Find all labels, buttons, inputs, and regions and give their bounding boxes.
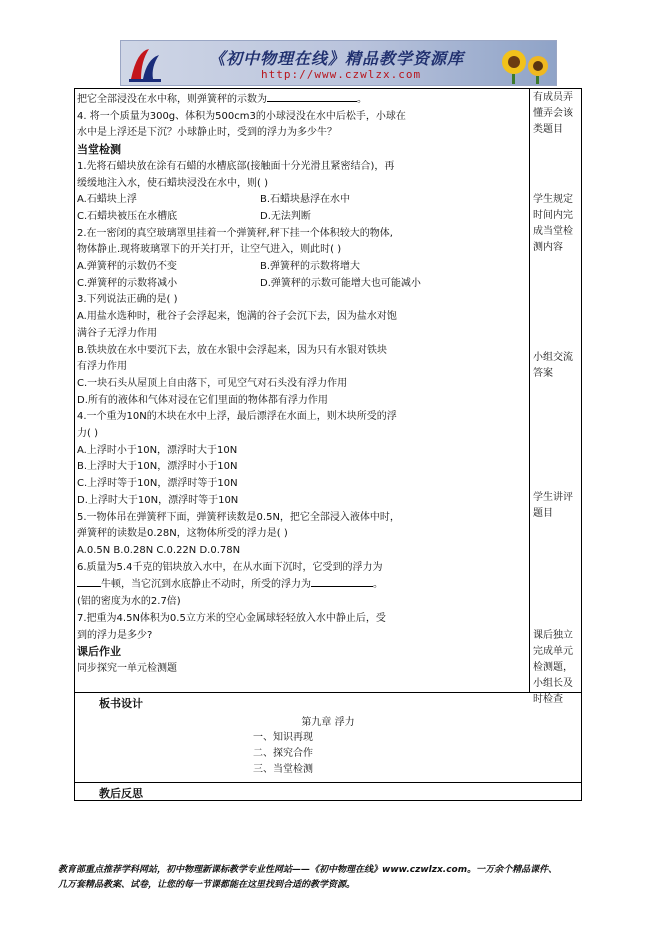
banner-url[interactable]: http://www.czwlzx.com <box>261 68 422 81</box>
choice-options <box>77 259 525 276</box>
line-suffix: 。 <box>373 579 383 591</box>
text-line <box>77 359 525 376</box>
board-design-title: 板书设计 <box>99 697 143 710</box>
line-text: D.上浮时大于10N，漂浮时等于10N <box>77 494 239 506</box>
text-line <box>77 611 525 628</box>
line-text: 当堂检测 <box>77 143 121 157</box>
choice-option: B.弹簧秤的示数将增大 <box>260 261 361 273</box>
text-line <box>77 226 525 243</box>
footer-line: 几万套精品教案、试卷，让您的每一节课都能在这里找到合适的教学资源。 <box>58 880 356 890</box>
choice-options <box>77 209 525 226</box>
line-text: 弹簧秤的读数是0.28N，这物体所受的浮力是( ) <box>77 528 288 540</box>
text-line <box>77 510 525 527</box>
text-line <box>77 91 525 109</box>
line-text: C.上浮时等于10N，漂浮时等于10N <box>77 478 238 490</box>
footer-line: 教育部重点推荐学科网站，初中物理新课标教学专业性网站——《初中物理在线》www.czwlzx.com。一万余个精品课件、 <box>58 865 558 875</box>
line-text: 物体静止.现将玻璃罩下的开关打开，让空气进入，则此时( ) <box>77 244 342 256</box>
text-line <box>77 493 525 510</box>
site-banner <box>120 40 557 86</box>
side-note-text: 课后独立完成单元检测题，小组长及时检查 <box>533 630 573 705</box>
choice-options <box>77 192 525 209</box>
line-text: 力( ) <box>77 428 98 440</box>
page-footer <box>58 863 618 893</box>
text-line <box>77 125 525 142</box>
line-text: 有浮力作用 <box>77 361 127 373</box>
choice-option: C.弹簧秤的示数将减小 <box>77 277 178 289</box>
answer-blank <box>267 91 357 102</box>
text-line <box>77 242 525 259</box>
side-note <box>533 192 579 256</box>
text-line <box>77 426 525 443</box>
text-line <box>77 109 525 126</box>
text-line <box>77 526 525 543</box>
line-text: 水中是上浮还是下沉？小球静止时，受到的浮力为多少牛？ <box>77 127 337 139</box>
text-line <box>77 576 525 594</box>
side-note-text: 学生讲评题目 <box>533 492 573 519</box>
line-text: D.所有的液体和气体对浸在它们里面的物体都有浮力作用 <box>77 394 328 406</box>
text-line <box>77 176 525 193</box>
text-line <box>77 376 525 393</box>
board-outline <box>253 730 313 778</box>
row-divider <box>75 782 581 783</box>
text-line <box>77 309 525 326</box>
line-suffix: 。 <box>357 94 367 105</box>
side-note <box>533 90 579 138</box>
column-divider <box>529 89 530 692</box>
board-item: 一、知识再现 <box>253 732 313 743</box>
line-text: 6.质量为5.4千克的铝块放入水中，在从水面下沉时，它受到的浮力为 <box>77 561 383 573</box>
answer-blank <box>77 576 101 587</box>
board-chapter-title: 第九章 浮力 <box>301 717 355 728</box>
line-text: B.上浮时大于10N，漂浮时小于10N <box>77 461 238 473</box>
line-text: 缓缓地注入水，使石蜡块浸没在水中，则( ) <box>77 177 268 189</box>
text-line <box>77 543 525 560</box>
choice-options <box>77 276 525 293</box>
line-text: C.一块石头从屋顶上自由落下，可见空气对石头没有浮力作用 <box>77 377 348 389</box>
board-item: 三、当堂检测 <box>253 764 313 775</box>
text-line <box>77 343 525 360</box>
lesson-main-column <box>77 91 525 678</box>
line-text: 把它全部浸没在水中称，则弹簧秤的示数为 <box>77 94 267 105</box>
choice-option: D.弹簧秤的示数可能增大也可能减小 <box>260 277 421 289</box>
side-note-text: 有成员弄懂弄会该类题目 <box>533 92 573 135</box>
line-text: 牛顿，当它沉到水底静止不动时，所受的浮力为 <box>101 579 311 591</box>
line-text: 7.把重为4.5N体积为0.5立方米的空心金属球轻轻放入水中静止后，受 <box>77 612 386 624</box>
line-text: 2.在一密闭的真空玻璃罩里挂着一个弹簧秤,秤下挂一个体积较大的物体, <box>77 227 393 239</box>
reflection-title: 教后反思 <box>99 787 143 800</box>
choice-option: B.石蜡块悬浮在水中 <box>260 194 351 206</box>
line-text: B.铁块放在水中要沉下去，放在水银中会浮起来，因为只有水银对铁块 <box>77 344 388 356</box>
side-note-text: 学生规定时间内完成当堂检测内容 <box>533 194 573 253</box>
text-line <box>77 326 525 343</box>
line-text: 1.先将石蜡块放在涂有石蜡的水槽底部(接触面十分光滑且紧密结合)，再 <box>77 160 395 172</box>
text-line <box>77 560 525 577</box>
side-note <box>533 350 579 382</box>
section-heading <box>77 142 525 159</box>
text-line <box>77 628 525 645</box>
text-line <box>77 159 525 176</box>
line-text: 4. 将一个质量为300g、体积为500cm3的小球浸没在水中后松手，小球在 <box>77 110 406 122</box>
side-note <box>533 490 579 522</box>
text-line <box>77 393 525 410</box>
line-text: (铝的密度为水的2.7倍) <box>77 596 181 608</box>
line-text: 课后作业 <box>77 645 121 659</box>
line-text: 满谷子无浮力作用 <box>77 327 157 339</box>
choice-option: C.石蜡块被压在水槽底 <box>77 210 178 222</box>
text-line <box>77 459 525 476</box>
line-text: 到的浮力是多少? <box>77 629 153 641</box>
line-text: 4.一个重为10N的木块在水中上浮，最后漂浮在水面上，则木块所受的浮 <box>77 411 397 423</box>
text-line <box>77 409 525 426</box>
line-text: 3.下列说法正确的是( ) <box>77 294 178 306</box>
answer-blank <box>311 576 373 587</box>
text-line <box>77 292 525 309</box>
row-divider <box>75 692 581 693</box>
side-note <box>533 628 579 708</box>
line-text: A.0.5N B.0.28N C.0.22N D.0.78N <box>77 544 241 556</box>
text-line <box>77 476 525 493</box>
line-text: A.用盐水选种时，秕谷子会浮起来，饱满的谷子会沉下去，因为盐水对饱 <box>77 311 397 323</box>
text-line <box>77 594 525 611</box>
sunflower-icon <box>496 44 552 84</box>
choice-option: D.无法判断 <box>260 210 311 222</box>
banner-title: 《初中物理在线》精品教学资源库 <box>209 49 465 68</box>
line-text: 同步探究一单元检测题 <box>77 662 177 674</box>
choice-option: A.石蜡块上浮 <box>77 194 137 206</box>
section-heading <box>77 644 525 661</box>
choice-option: A.弹簧秤的示数仍不变 <box>77 261 177 273</box>
site-logo-icon <box>127 45 163 83</box>
board-item: 二、探究合作 <box>253 748 313 759</box>
text-line <box>77 661 525 678</box>
line-text: A.上浮时小于10N，漂浮时大于10N <box>77 444 238 456</box>
text-line <box>77 443 525 460</box>
lesson-table <box>74 88 582 801</box>
line-text: 5.一物体吊在弹簧秤下面，弹簧秤读数是0.5N，把它全部浸入液体中时， <box>77 511 400 523</box>
side-note-text: 小组交流答案 <box>533 352 573 379</box>
